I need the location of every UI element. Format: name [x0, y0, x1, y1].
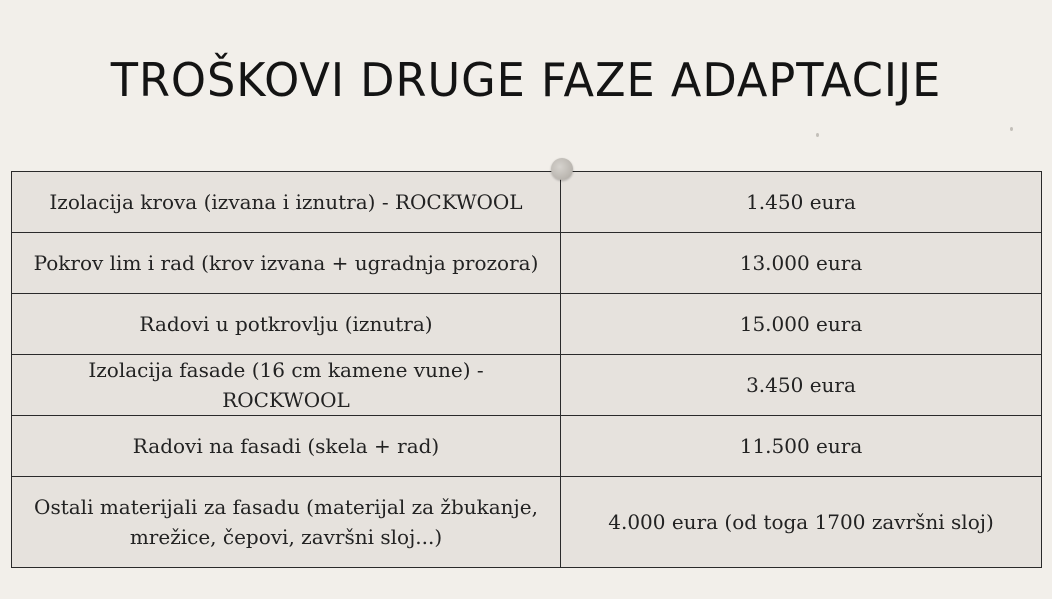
table-row	[12, 355, 1042, 416]
item-cell: Ostali materijali za fasadu (materijal za žbukanje, mrežice, čepovi, završni sloj...)	[12, 477, 561, 568]
cost-cell: 4.000 eura (od toga 1700 završni sloj)	[561, 477, 1042, 568]
cost-cell: 15.000 eura	[561, 294, 1042, 355]
item-cell: Pokrov lim i rad (krov izvana + ugradnja prozora)	[12, 233, 561, 294]
table-row	[12, 477, 1042, 568]
cost-cell: 11.500 eura	[561, 416, 1042, 477]
background-speck	[816, 133, 819, 137]
cost-cell: 13.000 eura	[561, 233, 1042, 294]
item-cell: Izolacija fasade (16 cm kamene vune) - ROCKWOOL	[12, 355, 561, 416]
table-row	[12, 233, 1042, 294]
pushpin-icon	[551, 158, 573, 180]
item-cell: Radovi u potkrovlju (iznutra)	[12, 294, 561, 355]
table-row	[12, 416, 1042, 477]
background-speck	[1010, 127, 1013, 131]
table-row	[12, 172, 1042, 233]
item-cell: Radovi na fasadi (skela + rad)	[12, 416, 561, 477]
item-cell: Izolacija krova (izvana i iznutra) - ROCKWOOL	[12, 172, 561, 233]
table-row	[12, 294, 1042, 355]
page-title: TROŠKOVI DRUGE FAZE ADAPTACIJE	[110, 53, 942, 107]
cost-table	[11, 171, 1042, 568]
cost-cell: 1.450 eura	[561, 172, 1042, 233]
cost-cell: 3.450 eura	[561, 355, 1042, 416]
